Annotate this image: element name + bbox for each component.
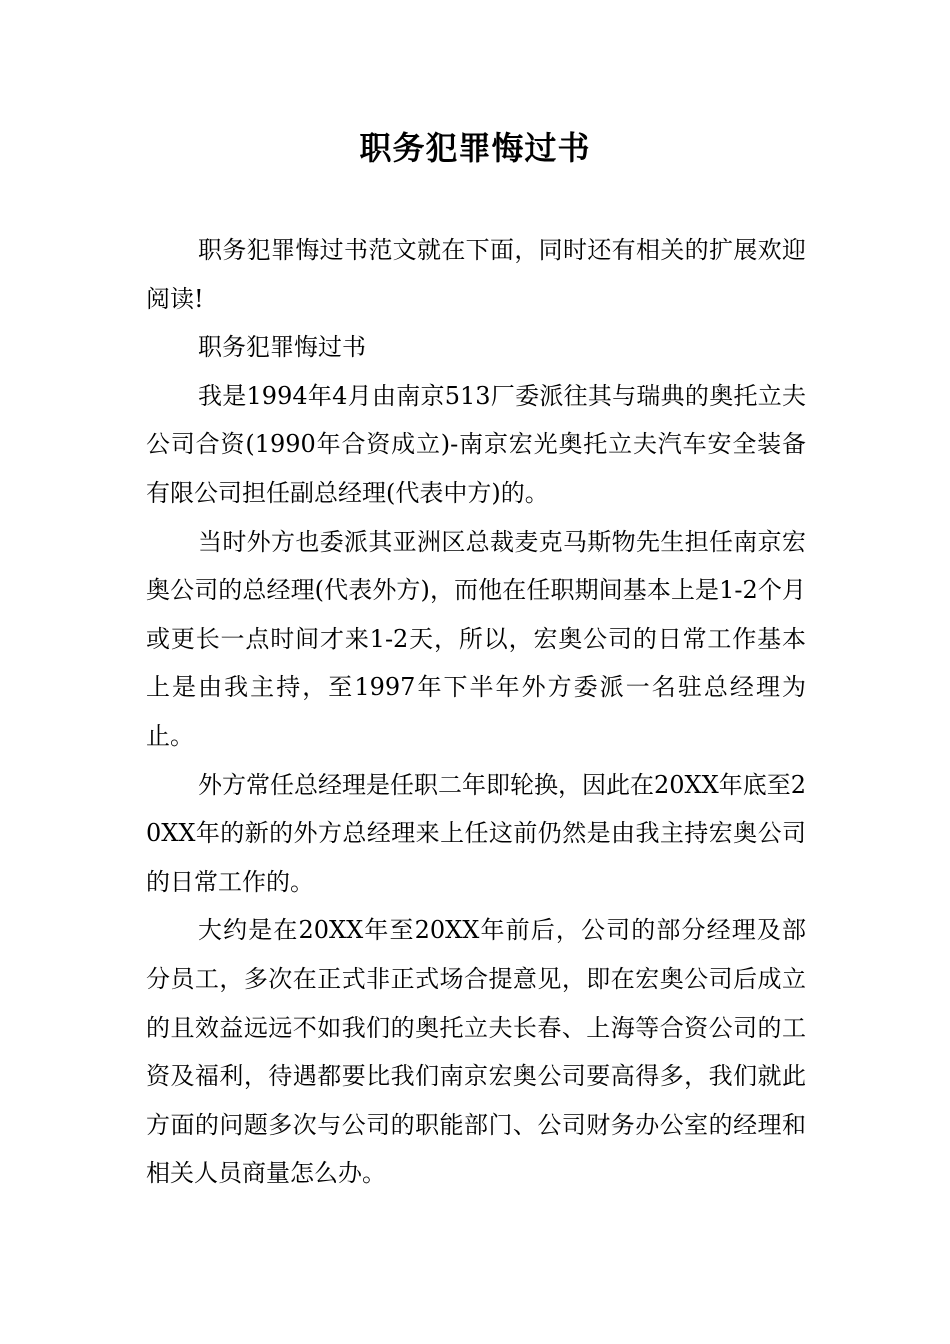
paragraph-subtitle: 职务犯罪悔过书 <box>198 333 366 362</box>
document-title: 职务犯罪悔过书 <box>359 129 591 167</box>
document-body <box>146 226 806 1198</box>
paragraph: 大约是在20XX年至20XX年前后，公司的部分经理及部分员工，多次在正式非正式场合提意见，即在宏奥公司后成立的且效益远远不如我们的奥托立夫长春、上海等合资公司的工资及福利，待遇都要比我们南京宏奥公司要高得多，我们就此方面的问题多次与公司的职能部门、公司财务办公室的经理和相关人员商量怎么办。 <box>146 916 806 1188</box>
paragraph: 我是1994年4月由南京513厂委派往其与瑞典的奥托立夫公司合资(1990年合资成立)-南京宏光奥托立夫汽车安全装备有限公司担任副总经理(代表中方)的。 <box>146 381 806 507</box>
paragraph-intro: 职务犯罪悔过书范文就在下面，同时还有相关的扩展欢迎阅读! <box>146 236 806 313</box>
paragraph: 当时外方也委派其亚洲区总裁麦克马斯物先生担任南京宏奥公司的总经理(代表外方)，而他在任职期间基本上是1-2个月或更长一点时间才来1-2天，所以，宏奥公司的日常工作基本上是由我主持，至1997年下半年外方委派一名驻总经理为止。 <box>146 527 806 750</box>
paragraph: 外方常任总经理是任职二年即轮换，因此在20XX年底至20XX年的新的外方总经理来上任这前仍然是由我主持宏奥公司的日常工作的。 <box>146 770 806 896</box>
